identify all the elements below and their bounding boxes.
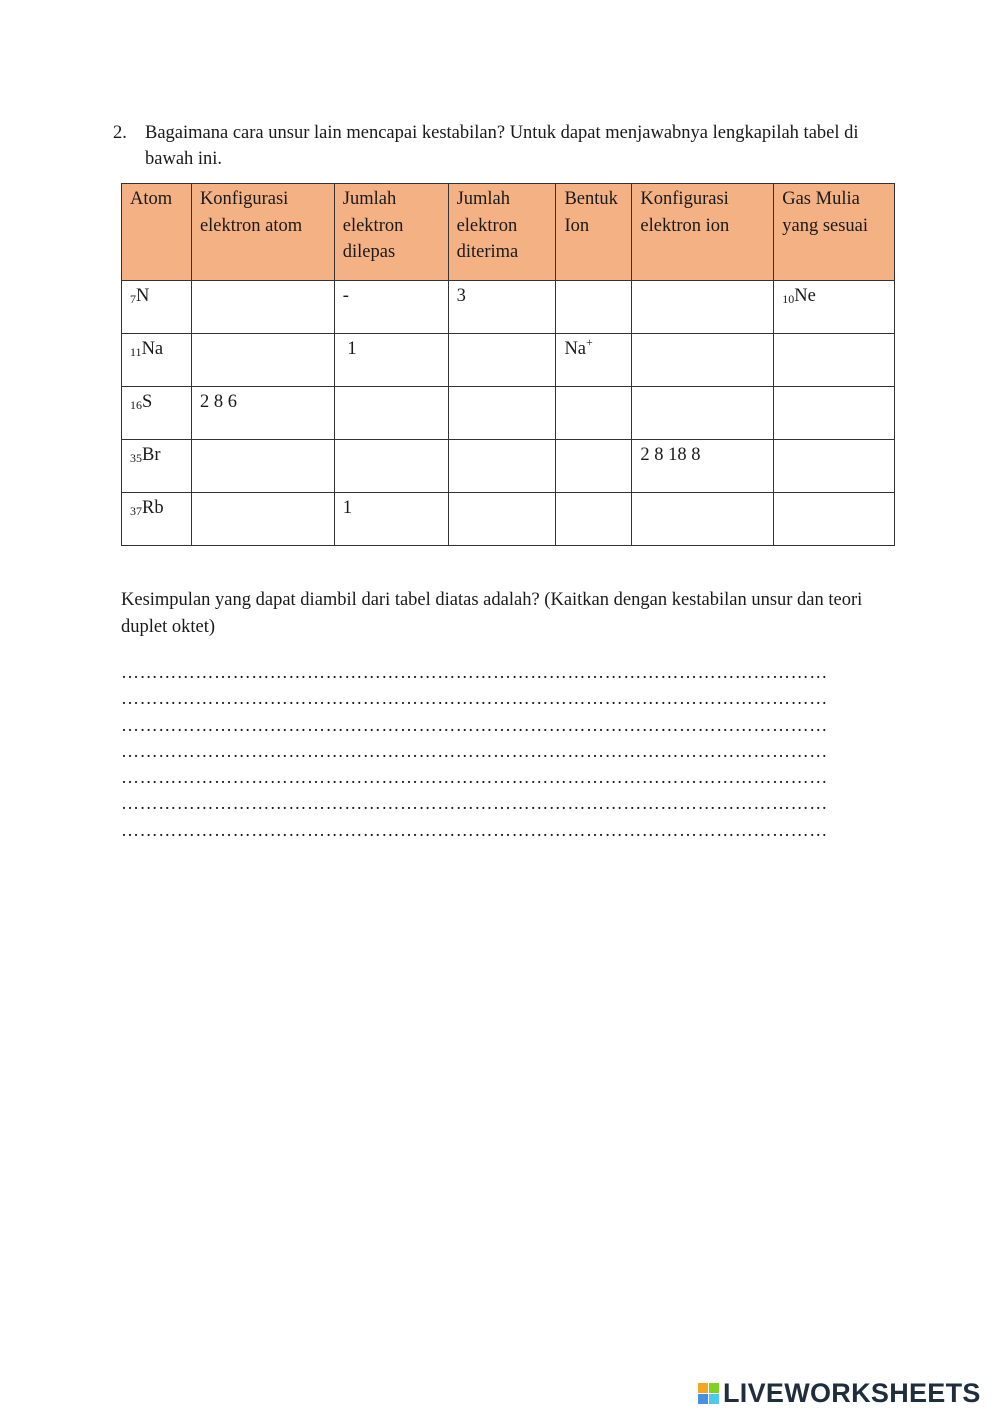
header-konfigurasi-atom: Konfigurasi elektron atom [191, 184, 334, 281]
question-block [113, 120, 903, 172]
cell-dilepas[interactable]: 1 [334, 493, 448, 546]
header-konfigurasi-ion: Konfigurasi elektron ion [632, 184, 774, 281]
logo-text: LIVEWORKSHEETS [723, 1378, 981, 1408]
cell-atom [122, 493, 192, 546]
cell-diterima[interactable] [448, 387, 556, 440]
header-jumlah-diterima: Jumlah elektron diterima [448, 184, 556, 281]
element-symbol: Ne [794, 286, 816, 306]
atomic-number: 7 [130, 292, 136, 306]
cell-bentuk-ion[interactable] [556, 281, 632, 334]
cell-bentuk-ion[interactable] [556, 387, 632, 440]
logo-mark-icon [698, 1383, 719, 1404]
stability-table [121, 183, 895, 546]
logo-square [698, 1394, 708, 1404]
cell-dilepas[interactable]: 1 [334, 334, 448, 387]
cell-dilepas[interactable] [334, 440, 448, 493]
cell-gas-mulia[interactable] [774, 387, 895, 440]
cell-konfigurasi-ion[interactable] [632, 493, 774, 546]
cell-konfigurasi-atom[interactable] [191, 334, 334, 387]
header-atom: Atom [122, 184, 192, 281]
ion-charge: + [586, 335, 593, 349]
cell-gas-mulia[interactable] [774, 493, 895, 546]
header-bentuk-ion: Bentuk Ion [556, 184, 632, 281]
header-jumlah-dilepas: Jumlah elektron dilepas [334, 184, 448, 281]
atomic-number: 16 [130, 398, 142, 412]
answer-line[interactable]: …………………………………………………………………………………………………… [121, 767, 828, 788]
table-row [122, 387, 895, 440]
answer-line[interactable]: …………………………………………………………………………………………………… [121, 714, 828, 735]
cell-konfigurasi-ion[interactable] [632, 281, 774, 334]
atomic-number: 37 [130, 504, 142, 518]
answer-line[interactable]: …………………………………………………………………………………………………… [121, 793, 828, 814]
table-row [122, 334, 895, 387]
cell-konfigurasi-ion[interactable]: 2 8 18 8 [632, 440, 774, 493]
liveworksheets-logo [698, 1378, 981, 1409]
cell-konfigurasi-atom[interactable] [191, 440, 334, 493]
atomic-number: 35 [130, 451, 142, 465]
cell-gas-mulia[interactable] [774, 334, 895, 387]
cell-diterima[interactable] [448, 440, 556, 493]
cell-bentuk-ion[interactable] [556, 440, 632, 493]
answer-line[interactable]: …………………………………………………………………………………………………… [121, 688, 828, 709]
answer-line[interactable]: …………………………………………………………………………………………………… [121, 819, 828, 840]
ion-symbol: Na [564, 339, 587, 359]
cell-atom [122, 440, 192, 493]
cell-bentuk-ion[interactable] [556, 493, 632, 546]
cell-konfigurasi-atom[interactable] [191, 493, 334, 546]
logo-square [709, 1394, 719, 1404]
cell-konfigurasi-ion[interactable] [632, 387, 774, 440]
cell-atom [122, 281, 192, 334]
logo-square [698, 1383, 708, 1393]
conclusion-prompt: Kesimpulan yang dapat diambil dari tabel diatas adalah? (Kaitkan dengan kestabilan unsur dan teori duplet oktet) [121, 590, 863, 637]
answer-line[interactable]: …………………………………………………………………………………………………… [121, 662, 828, 682]
answer-area[interactable] [121, 659, 881, 843]
cell-konfigurasi-atom[interactable]: 2 8 6 [191, 387, 334, 440]
cell-gas-mulia[interactable] [774, 440, 895, 493]
table-row [122, 493, 895, 546]
cell-konfigurasi-atom[interactable] [191, 281, 334, 334]
cell-dilepas[interactable] [334, 387, 448, 440]
element-symbol: Rb [142, 498, 164, 518]
element-symbol: N [136, 286, 150, 306]
cell-atom [122, 387, 192, 440]
answer-line[interactable]: …………………………………………………………………………………………………… [121, 740, 828, 761]
question-text: Bagaimana cara unsur lain mencapai kestabilan? Untuk dapat menjawabnya lengkapilah tabel di bawah ini. [145, 123, 859, 169]
cell-dilepas[interactable]: - [334, 281, 448, 334]
cell-bentuk-ion[interactable] [556, 334, 632, 387]
cell-atom [122, 334, 192, 387]
cell-diterima[interactable] [448, 493, 556, 546]
cell-diterima[interactable]: 3 [448, 281, 556, 334]
element-symbol: Br [142, 445, 161, 465]
header-gas-mulia: Gas Mulia yang sesuai [774, 184, 895, 281]
cell-konfigurasi-ion[interactable] [632, 334, 774, 387]
question-number: 2. [113, 123, 127, 143]
element-symbol: S [142, 392, 153, 412]
cell-gas-mulia[interactable] [774, 281, 895, 334]
logo-square [709, 1383, 719, 1393]
table-header-row [122, 184, 895, 281]
table-row [122, 281, 895, 334]
cell-diterima[interactable] [448, 334, 556, 387]
atomic-number: 11 [130, 345, 142, 359]
atomic-number: 10 [782, 292, 795, 306]
table-row [122, 440, 895, 493]
element-symbol: Na [141, 339, 164, 359]
